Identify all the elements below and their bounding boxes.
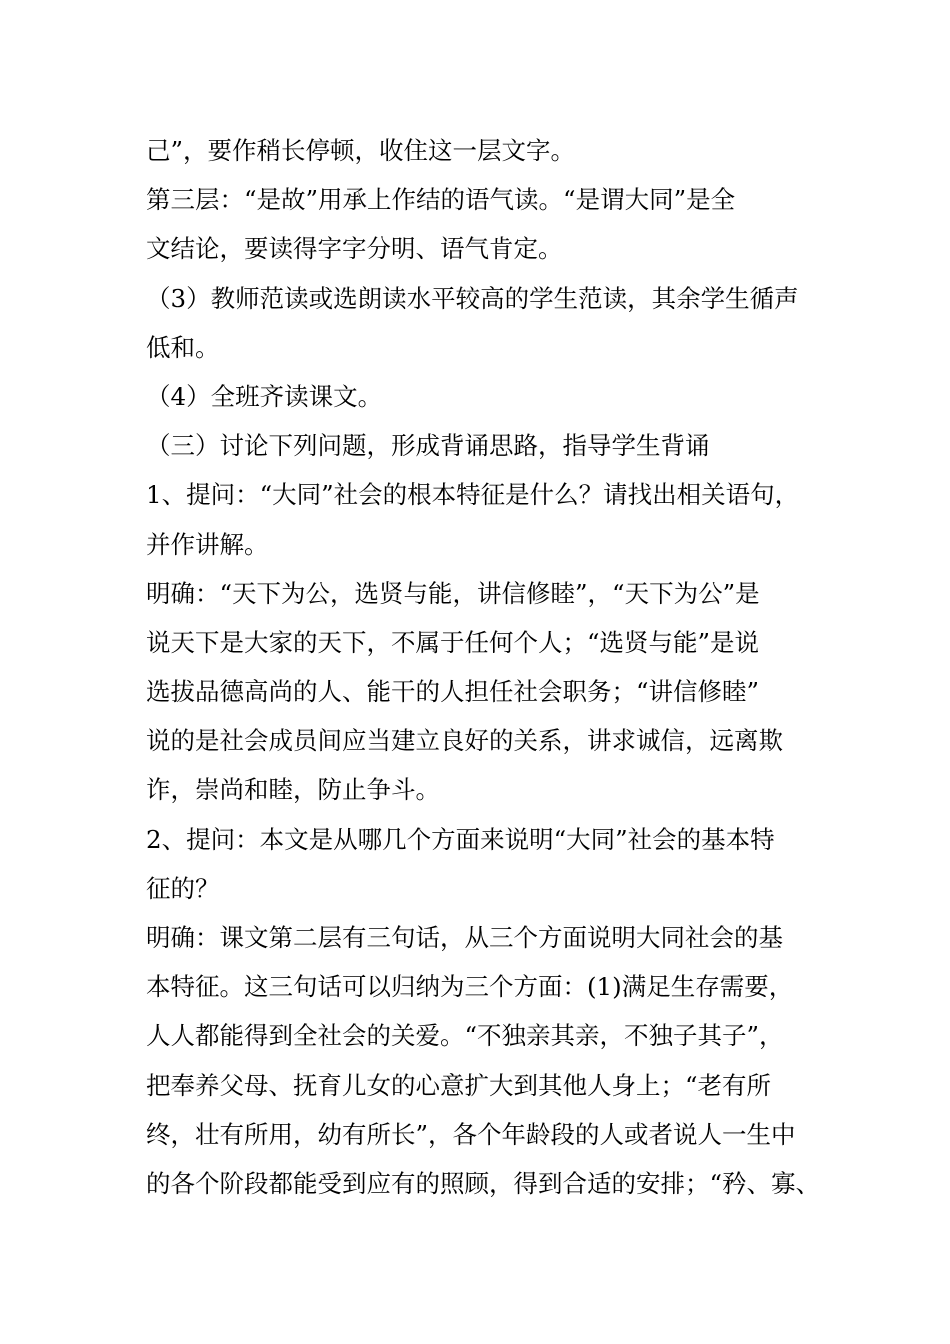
text-line: 本特征。这三句话可以归纳为三个方面：(1)满足生存需要， (146, 972, 794, 1002)
text-line: 己”，要作稍长停顿，收住这一层文字。 (146, 136, 576, 165)
text-line: 选拔品德高尚的人、能干的人担任社会职务；“讲信修睦” (146, 677, 760, 707)
text-line: 2、提问：本文是从哪几个方面来说明“大同”社会的基本特 (146, 824, 775, 854)
text-line: 人人都能得到全社会的关爱。“不独亲其亲，不独子其子”， (146, 1021, 784, 1051)
text-line: 说天下是大家的天下，不属于任何个人；“选贤与能”是说 (146, 627, 760, 657)
text-line: 征的？ (146, 873, 220, 903)
text-line: 并作讲解。 (146, 529, 269, 559)
text-line: 低和。 (146, 332, 220, 362)
text-line: （4）全班齐读课文。 (146, 381, 383, 411)
text-line: （3）教师范读或选朗读水平较高的学生范读，其余学生循声 (146, 283, 799, 313)
text-line: 终，壮有所用，幼有所长”，各个年龄段的人或者说人一生中 (146, 1119, 796, 1149)
text-line: 明确：课文第二层有三句话，从三个方面说明大同社会的基 (146, 923, 783, 952)
text-line: 文结论，要读得字字分明、语气肯定。 (146, 234, 563, 264)
text-line: 明确：“天下为公，选贤与能，讲信修睦”，“天下为公”是 (146, 578, 760, 608)
text-line: 把奉养父母、抚育儿女的心意扩大到其他人身上；“老有所 (146, 1070, 772, 1100)
text-line: 第三层：“是故”用承上作结的语气读。“是谓大同”是全 (146, 185, 736, 215)
text-line: （三）讨论下列问题，形成背诵思路，指导学生背诵 (146, 431, 710, 461)
text-line: 说的是社会成员间应当建立良好的关系，讲求诚信，远离欺 (146, 726, 783, 756)
text-line: 诈，崇尚和睦，防止争斗。 (146, 775, 440, 805)
text-line: 的各个阶段都能受到应有的照顾，得到合适的安排；“矜、寡、 (146, 1168, 821, 1198)
text-line: 1、提问：“大同”社会的根本特征是什么？请找出相关语句， (146, 480, 800, 510)
document-body (146, 126, 836, 1208)
